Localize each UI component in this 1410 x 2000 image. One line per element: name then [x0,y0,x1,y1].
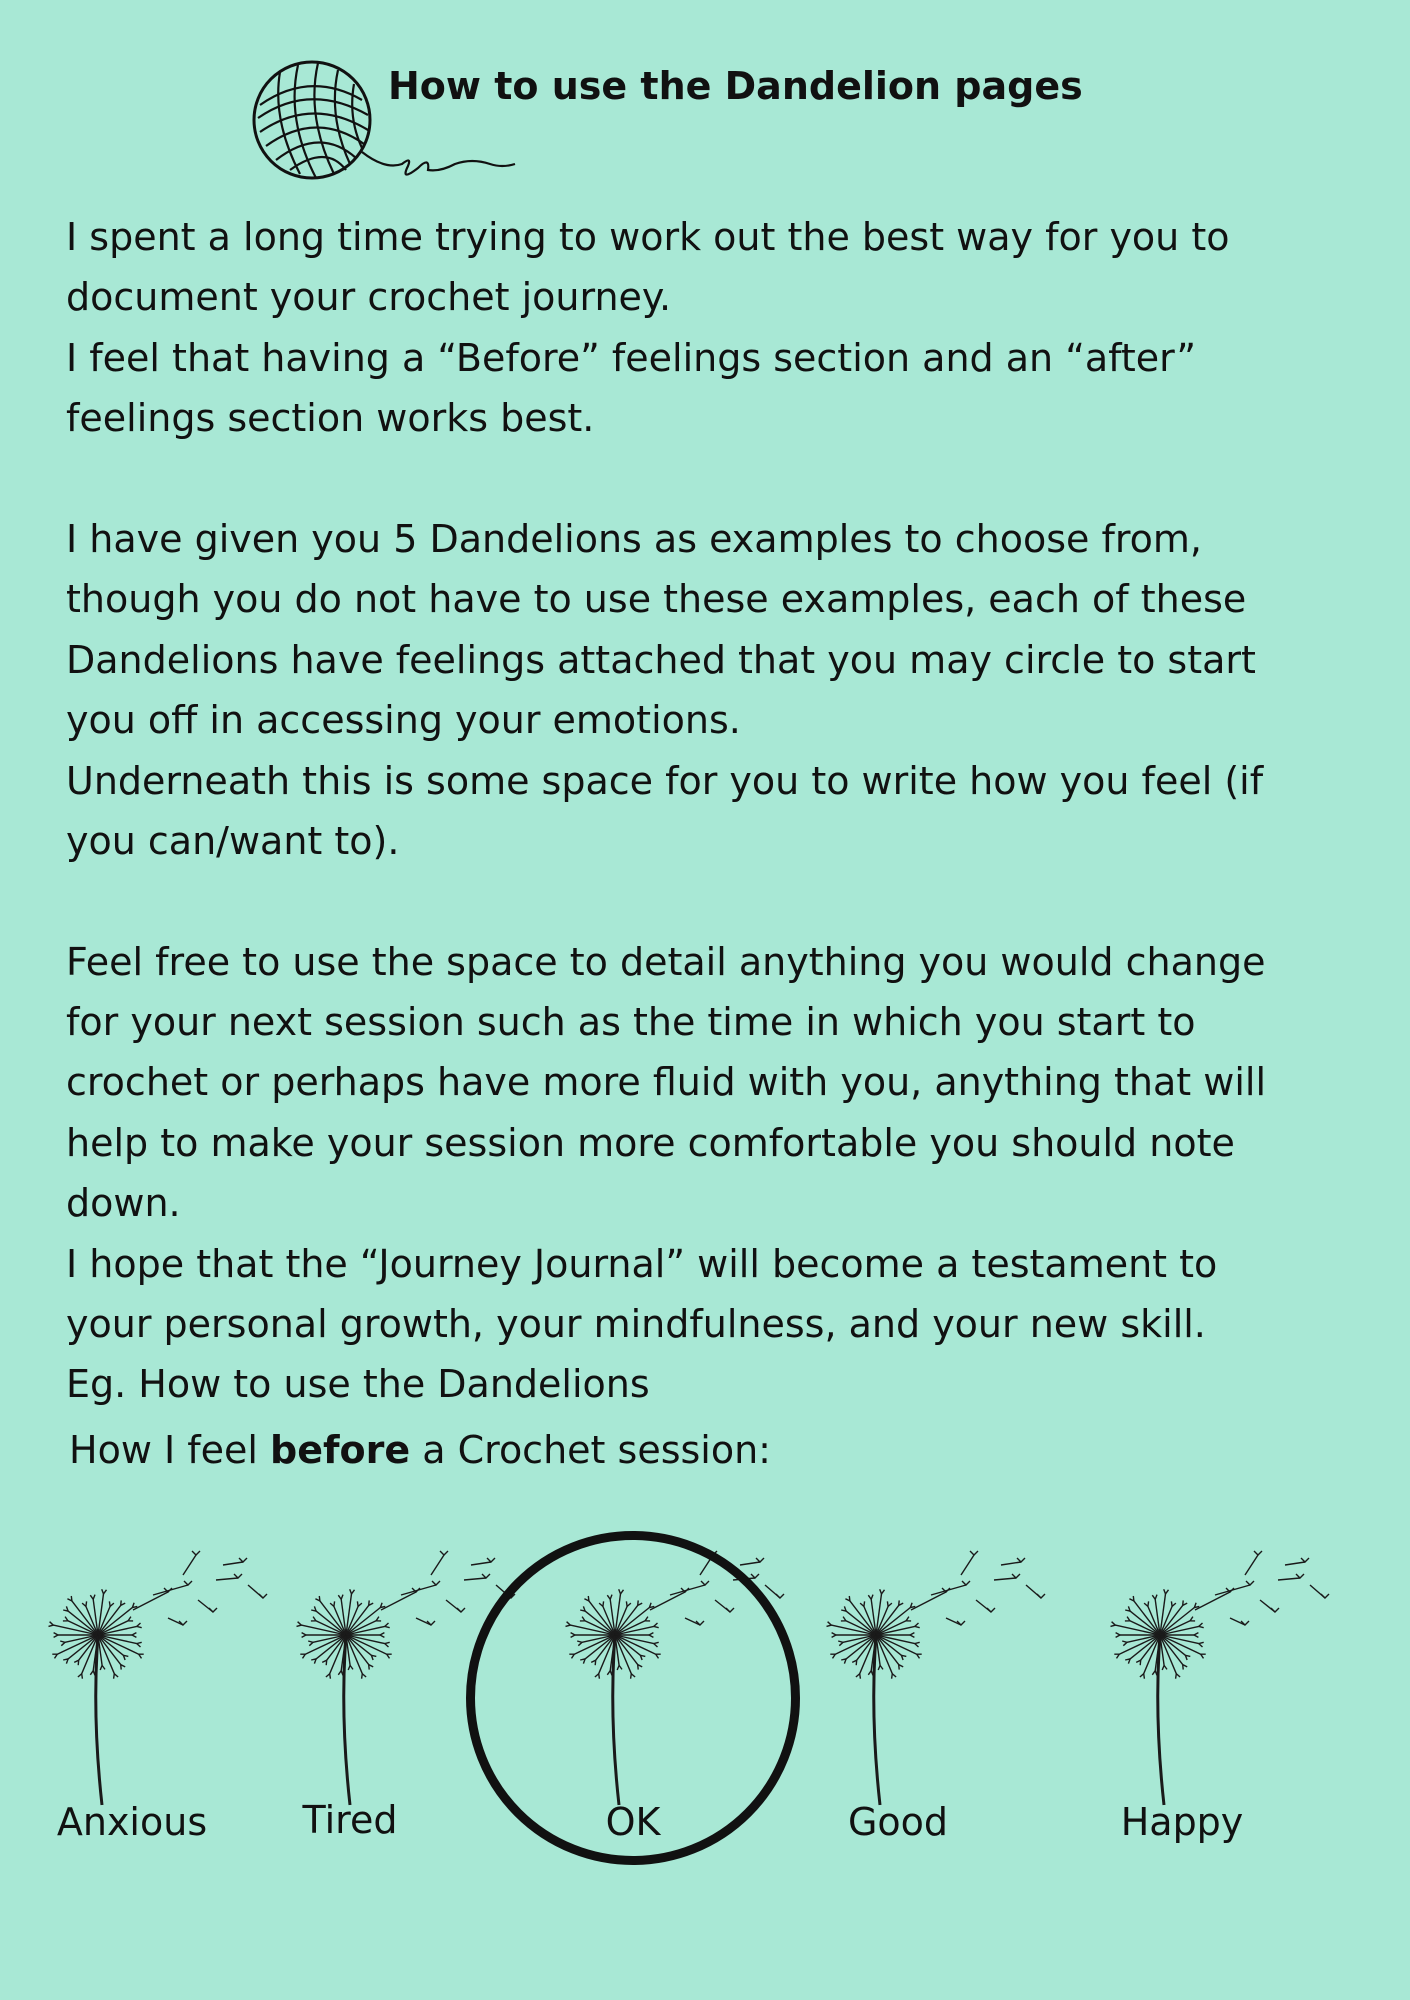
paragraph-line: I have given you 5 Dandelions as examples to choose from, [66,516,1202,561]
dandelion-label: Tired [302,1798,398,1842]
dandelion-icon [48,1540,308,1840]
paragraph-line: your personal growth, your mindfulness, and your new skill. [66,1302,1206,1347]
paragraph-line: though you do not have to use these examples, each of these [66,577,1247,622]
dandelion-label: Happy [1120,1800,1244,1844]
prompt-emphasis: before [270,1428,411,1472]
paragraph-line: I spent a long time trying to work out the best way for you to [66,215,1230,259]
dandelion-label: Good [847,1800,949,1844]
paragraph-line: for your next session such as the time in which you start to [66,1000,1196,1045]
dandelion-icon [1110,1540,1370,1840]
paragraph-line: Dandelions have feelings attached that you may circle to start [66,637,1256,682]
paragraph-line: document your crochet journey. [66,275,672,320]
paragraph-line: Eg. How to use the Dandelions [66,1362,650,1407]
paragraph-line: you can/want to). [66,818,400,863]
prompt-suffix: a Crochet session: [410,1428,771,1472]
selection-circle [466,1531,800,1865]
paragraph-line: I hope that the “Journey Journal” will become a testament to [66,1241,1218,1286]
page-title: How to use the Dandelion pages [388,64,1083,108]
paragraph-spacer [66,449,1356,509]
dandelion-label: OK [605,1800,661,1844]
paragraph-line: crochet or perhaps have more fluid with you, anything that will [66,1060,1267,1105]
paragraph-line: Underneath this is some space for you to write how you feel (if [66,758,1264,803]
paragraph-line: Feel free to use the space to detail anything you would change [66,939,1266,984]
dandelion-icon [826,1540,1086,1840]
paragraph-line: help to make your session more comfortable you should note [66,1120,1235,1165]
prompt-prefix: How I feel [69,1428,271,1472]
instructions-text [66,207,1356,1415]
paragraph-line: I feel that having a “Before” feelings section and an “after” [66,335,1197,380]
page-header [0,0,1410,190]
paragraph-spacer [66,871,1356,931]
paragraph-line: feelings section works best. [66,396,595,441]
paragraph-line: down. [66,1181,181,1226]
before-session-prompt [69,1428,771,1472]
dandelion-label: Anxious [56,1800,208,1844]
paragraph-line: you off in accessing your emotions. [66,698,741,743]
